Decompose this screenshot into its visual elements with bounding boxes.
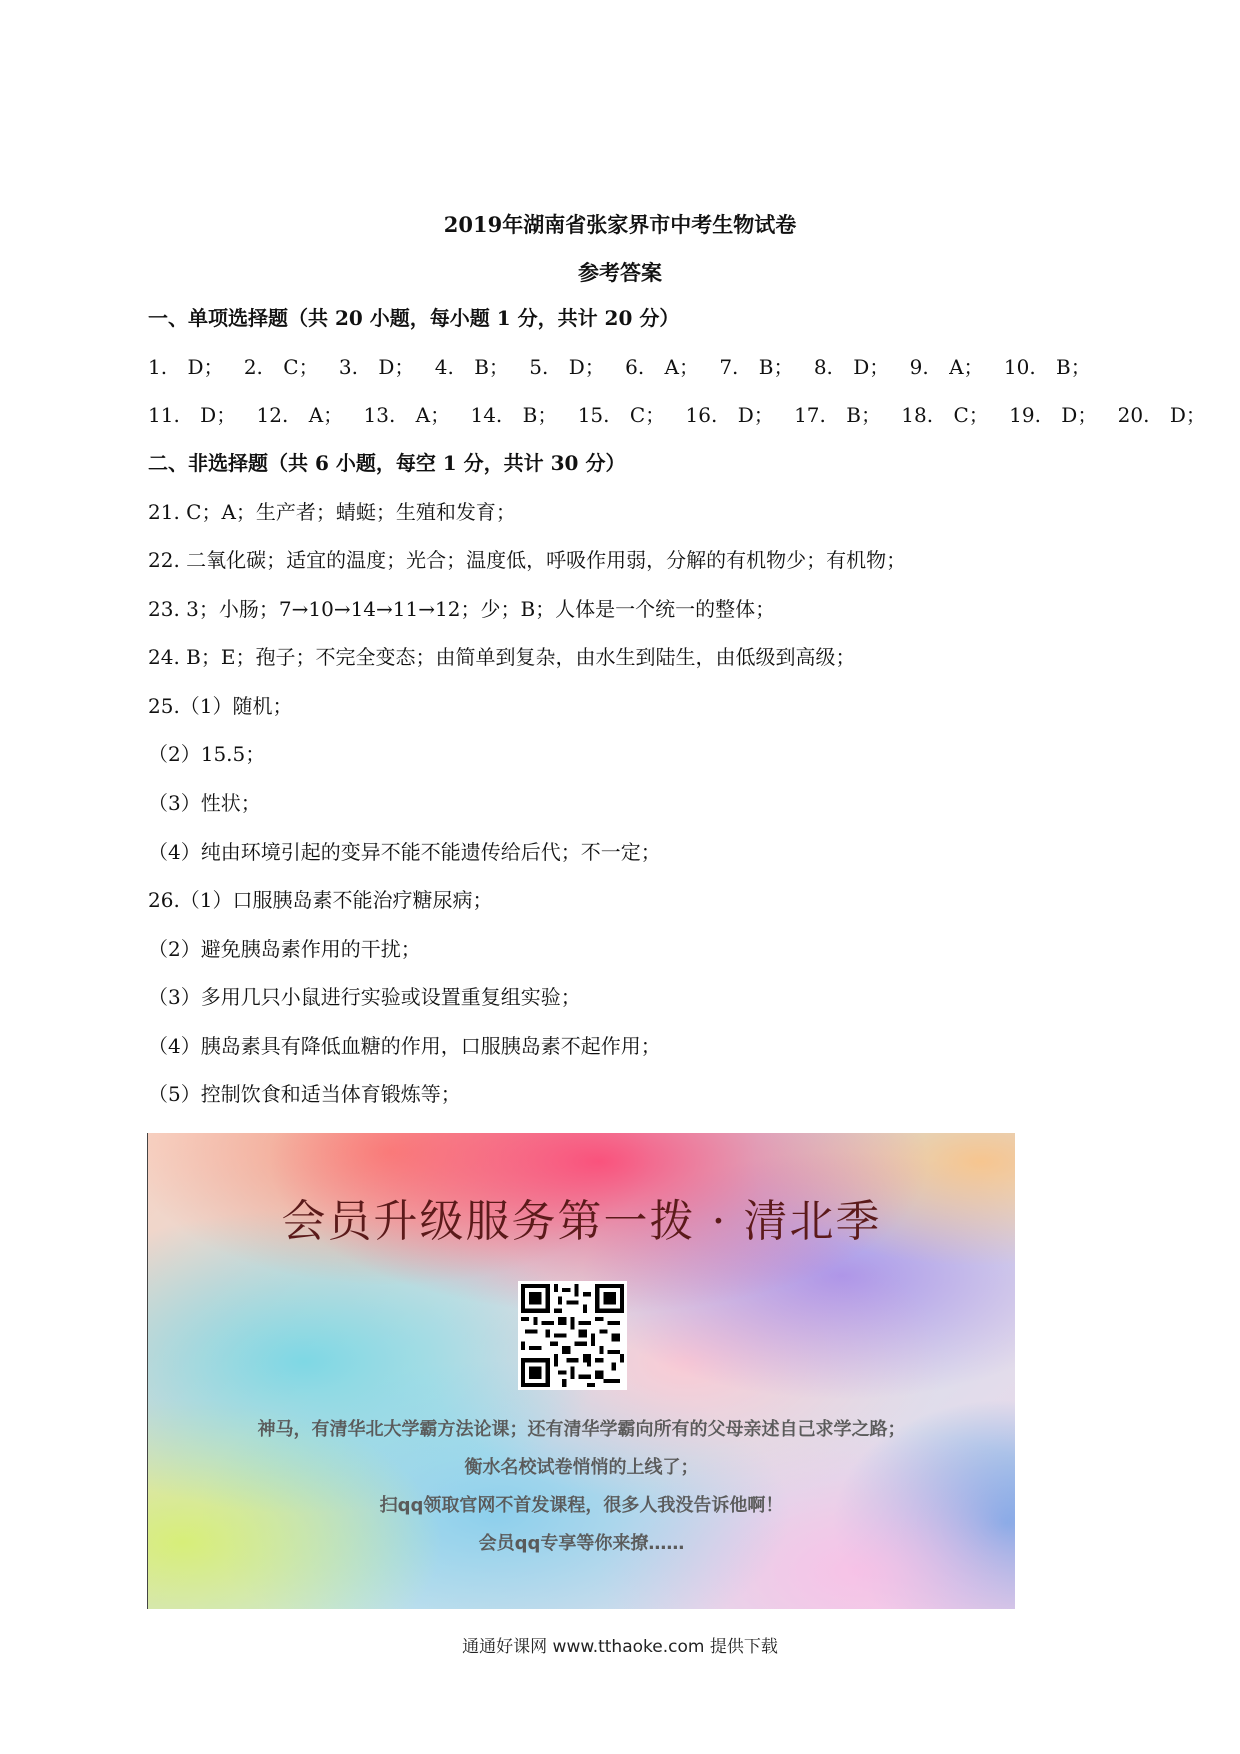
answer-26-1: 26.（1）口服胰岛素不能治疗糖尿病； — [148, 888, 493, 912]
answer-22: 22. 二氧化碳；适宜的温度；光合；温度低，呼吸作用弱，分解的有机物少；有机物； — [148, 548, 907, 572]
answer-26-2: （2）避免胰岛素作用的干扰； — [148, 937, 421, 961]
footer-download-note[interactable]: 通通好课网 www.tthaoke.com 提供下载 — [462, 1637, 778, 1657]
answer-25-1: 25.（1）随机； — [148, 694, 293, 718]
promo-line-4: 会员qq专享等你来撩…… — [478, 1533, 685, 1554]
promo-line-3: 扫qq领取官网不首发课程，很多人我没告诉他啊！ — [379, 1495, 784, 1516]
promo-line-2: 衡水名校试卷悄悄的上线了； — [464, 1457, 699, 1478]
answer-25-2: （2）15.5； — [148, 742, 266, 766]
answer-26-3: （3）多用几只小鼠进行实验或设置重复组实验； — [148, 985, 581, 1009]
answer-25-3: （3）性状； — [148, 791, 261, 815]
answer-25-4: （4）纯由环境引起的变异不能不能遗传给后代；不一定； — [148, 840, 661, 864]
answer-23: 23. 3；小肠；7→10→14→11→12；少；B；人体是一个统一的整体； — [148, 597, 776, 621]
answer-24: 24. B；E；孢子；不完全变态；由简单到复杂，由水生到陆生，由低级到高级； — [148, 645, 856, 669]
section-1-heading: 一、单项选择题（共 20 小题，每小题 1 分，共计 20 分） — [148, 306, 680, 330]
answer-21: 21. C；A；生产者；蜻蜓；生殖和发育； — [148, 500, 516, 524]
promo-line-1: 神马，有清华北大学霸方法论课；还有清华学霸向所有的父母亲述自己求学之路； — [257, 1419, 906, 1440]
page-title: 2019年湖南省张家界市中考生物试卷 — [443, 212, 797, 237]
answer-26-4: （4）胰岛素具有降低血糖的作用，口服胰岛素不起作用； — [148, 1034, 661, 1058]
page-subtitle: 参考答案 — [578, 260, 662, 285]
mc-answers-row-1: 1. D； 2. C； 3. D； 4. B； 5. D； 6. A； 7. B； 8. D； 9. A； 10. B； — [148, 355, 1091, 379]
mc-answers-row-2: 11. D； 12. A； 13. A； 14. B； 15. C； 16. D； 17. B； 18. C； 19. D； 20. D； — [148, 403, 1206, 427]
qr-code-icon[interactable] — [518, 1281, 627, 1390]
answer-26-5: （5）控制饮食和适当体育锻炼等； — [148, 1082, 461, 1106]
promo-banner[interactable] — [147, 1133, 1015, 1609]
banner-title: 会员升级服务第一拨 · 清北季 — [281, 1196, 882, 1247]
section-2-heading: 二、非选择题（共 6 小题，每空 1 分，共计 30 分） — [148, 451, 626, 475]
